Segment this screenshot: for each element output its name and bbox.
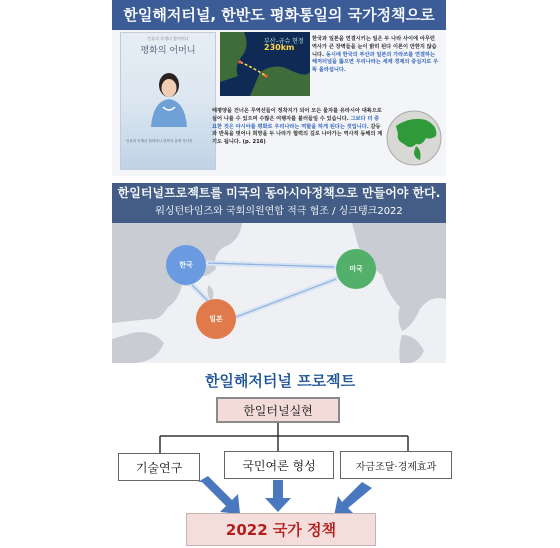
quote-line: 태평양을 건너온 무역선들이 정착지가 되어 모든 물자를 유라시아 대륙으로 실어 나를 수 있으며 수많은 여행자를 불러들일 수 있습니다. bbox=[212, 108, 382, 122]
top-panel-title: 한일해저터널, 한반도 평화통일의 국가정책으로 bbox=[112, 0, 446, 30]
arrow-center bbox=[265, 480, 291, 512]
quote-line-highlight: 해저터널을 뚫으면 우리나라는 세계 경제의 중심지로 우뚝 올라섭니다. bbox=[312, 59, 439, 74]
box-tech-research: 기술연구 bbox=[118, 453, 200, 481]
quote-line-highlight: 동시에 한국의 부산과 일본의 가라쓰를 연결하는 bbox=[325, 51, 436, 58]
book-top-text: 인류의 독생녀 참어머니 bbox=[147, 36, 189, 41]
box-public-opinion: 국민여론 형성 bbox=[224, 451, 334, 479]
arrow-left bbox=[198, 476, 240, 514]
diagram-title: 한일해저터널 프로젝트 bbox=[204, 372, 356, 390]
book-subtitle: 인류의 독생녀 참어머니 한학자 총재 자서전 bbox=[126, 139, 193, 143]
box-funding-economics: 자금조달·경제효과 bbox=[340, 451, 452, 479]
quote-line: 갈등과 반목을 벗어나 희망을 두 나라가 협력의 길로 나아가는 역사적 동해의 계기도 됩니다. (p. 216) bbox=[212, 123, 383, 146]
quote-line-highlight: 그보다 더 중요한 것은 아시아를 평화로 우리나라는 역할을 하게 된다는 것입니다. bbox=[212, 115, 380, 130]
node-japan: 일본 bbox=[196, 299, 236, 339]
box-tunnel-realization: 한일터널실현 bbox=[216, 397, 340, 423]
node-korea: 한국 bbox=[166, 245, 206, 285]
book-title: 평화의 어머니 bbox=[140, 46, 196, 56]
middle-headline: 한일터널프로젝트를 미국의 동아시아정책으로 만들어야 한다. bbox=[117, 186, 441, 200]
route-label: 부산–규슈 현정 bbox=[264, 38, 304, 45]
quote-line: 한국과 일본을 연결시키는 일은 두 나라 사이에 아무런 역사가 큰 장벽들을 눈이 밝히 된다 이론이 만한지 않습니다. bbox=[312, 36, 437, 58]
middle-subheadline: 워싱턴타임즈와 국회의원연합 적극 협조 / 싱크탱크2022 bbox=[155, 206, 403, 217]
node-usa: 미국 bbox=[336, 249, 376, 289]
arrow-right bbox=[334, 482, 372, 516]
box-national-policy: 2022 국가 정책 bbox=[186, 513, 376, 546]
route-distance: 230km bbox=[264, 43, 295, 52]
